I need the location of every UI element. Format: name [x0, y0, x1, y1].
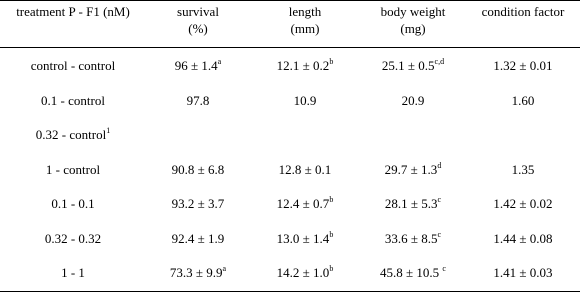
header-length-unit: (mm)	[290, 21, 320, 36]
table-row	[0, 57, 580, 75]
cell-condition-factor: 1.42 ± 0.02	[493, 196, 553, 211]
cell-survival: 90.8 ± 6.8	[171, 162, 225, 177]
table-row	[0, 195, 580, 213]
table-row	[0, 161, 580, 179]
cell-length: 10.9	[293, 93, 317, 108]
cell-survival: 97.8	[186, 93, 210, 108]
cell-condition-factor: 1.35	[511, 162, 535, 177]
cell-treatment: 1 - 1	[61, 265, 85, 280]
header-body-weight	[360, 3, 466, 37]
header-treatment-label: treatment P - F1 (nM)	[16, 4, 130, 19]
cell-treatment: control - control	[30, 58, 116, 73]
cell-length: 12.4 ± 0.7$^b$	[276, 194, 334, 211]
cell-treatment: 1 - control	[45, 162, 101, 177]
cell-treatment: 0.1 - 0.1	[51, 196, 95, 211]
cell-body-weight: 20.9	[401, 93, 425, 108]
header-survival-label: survival	[177, 4, 219, 19]
table-row	[0, 264, 580, 282]
header-condition-factor	[466, 3, 580, 20]
table-row	[0, 230, 580, 248]
cell-condition-factor: 1.32 ± 0.01	[493, 58, 553, 73]
cell-body-weight: 33.6 ± 8.5$^c$	[384, 229, 442, 246]
cell-treatment: 0.32 - control$^1$	[35, 125, 111, 142]
cell-body-weight: 45.8 ± 10.5 $^c$	[380, 263, 446, 280]
cell-treatment: 0.32 - 0.32	[44, 231, 102, 246]
header-treatment	[0, 3, 146, 20]
cell-condition-factor: 1.44 ± 0.08	[493, 231, 553, 246]
header-condition-factor-label: condition factor	[481, 4, 565, 19]
cell-survival: 73.3 ± 9.9$^a$	[169, 263, 227, 280]
header-survival	[146, 3, 250, 37]
cell-length: 13.0 ± 1.4$^b$	[276, 229, 334, 246]
table-top-rule	[0, 0, 580, 1]
cell-treatment: 0.1 - control	[41, 93, 105, 108]
cell-body-weight: 28.1 ± 5.3$^c$	[384, 194, 442, 211]
table-row	[0, 92, 580, 110]
cell-body-weight: 29.7 ± 1.3$^d$	[384, 160, 442, 177]
cell-length: 12.8 ± 0.1	[278, 162, 332, 177]
cell-survival: 96 ± 1.4$^a$	[174, 56, 222, 73]
header-rule	[0, 47, 580, 48]
header-body-weight-unit: (mg)	[400, 21, 426, 36]
cell-body-weight: $25.1 \pm 0.5^{c,d}$	[381, 56, 445, 73]
cell-condition-factor: 1.41 ± 0.03	[493, 265, 553, 280]
cell-condition-factor: 1.60	[511, 93, 535, 108]
header-body-weight-label: body weight	[380, 4, 446, 19]
cell-length: 14.2 ± 1.0$^b$	[276, 263, 334, 280]
cell-survival: 92.4 ± 1.9	[171, 231, 225, 246]
header-survival-unit: (%)	[188, 21, 208, 36]
header-length-label: length	[288, 4, 322, 19]
cell-survival: 93.2 ± 3.7	[171, 196, 225, 211]
header-length	[250, 3, 360, 37]
cell-length: 12.1 ± 0.2$^b$	[276, 56, 334, 73]
table-row	[0, 126, 580, 144]
